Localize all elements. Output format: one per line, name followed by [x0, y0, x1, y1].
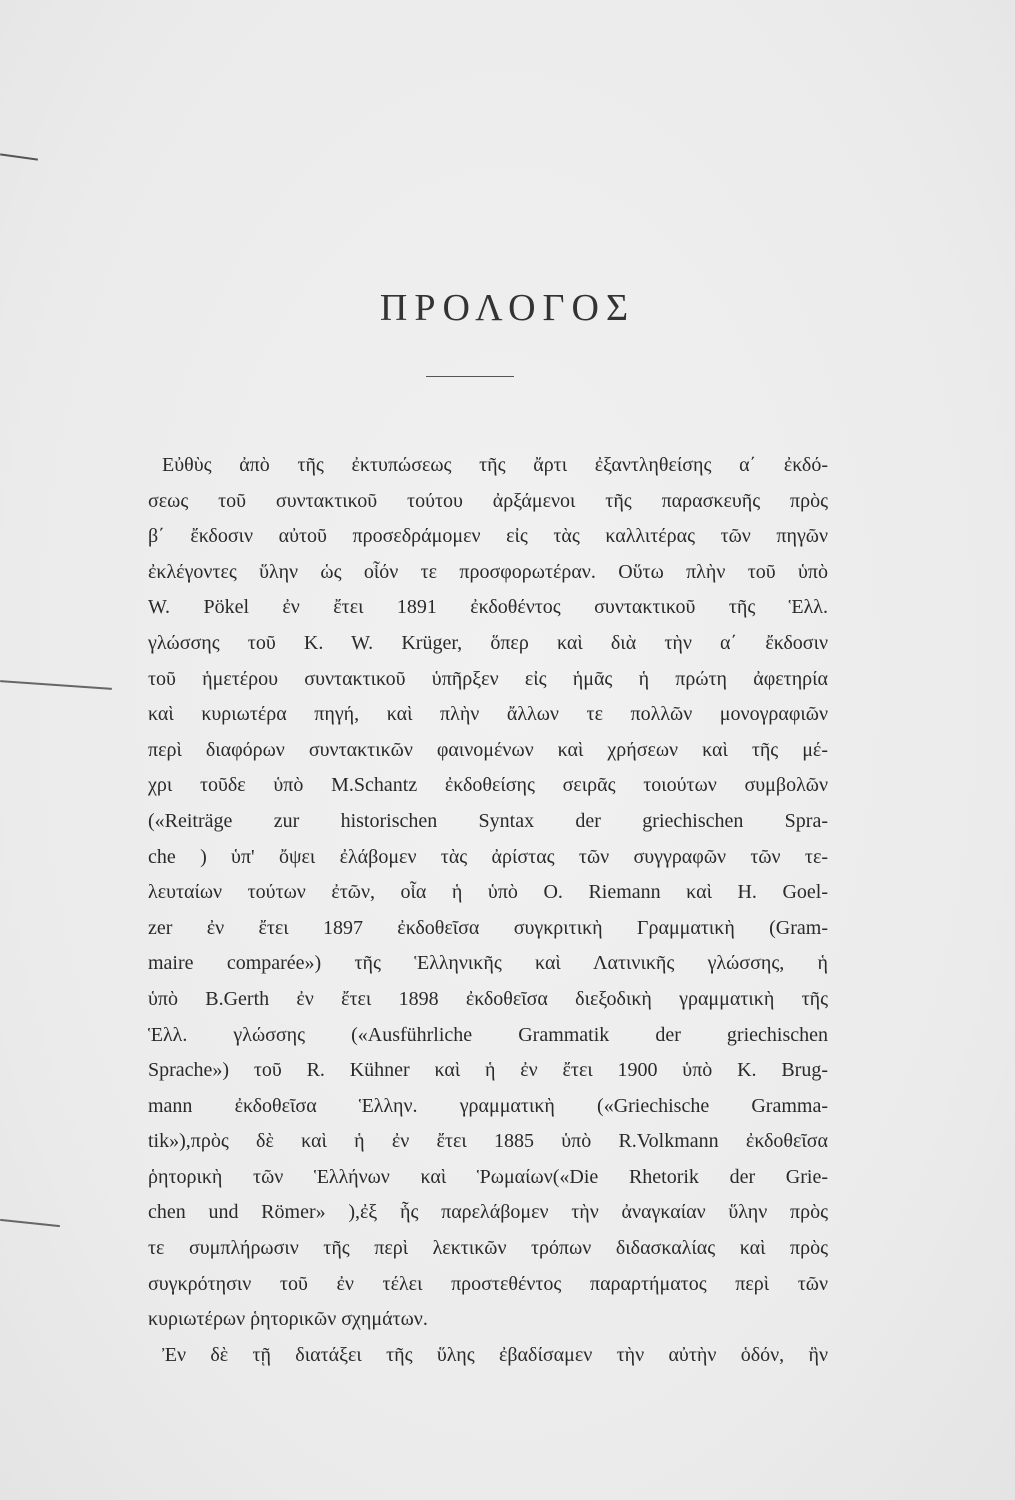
text-line: τε συμπλήρωσιν τῆς περὶ λεκτικῶν τρόπων διδασκαλίας καὶ πρὸς	[148, 1237, 828, 1260]
text-line: γλώσσης τοῦ K. W. Krüger, ὅπερ καὶ διὰ τὴν α΄ ἔκδοσιν	[148, 631, 828, 654]
text-line: ῥητορικὴ τῶν Ἑλλήνων καὶ Ῥωμαίων(«Die Rhetorik der Grie-	[148, 1165, 828, 1188]
text-line: tik»),πρὸς δὲ καὶ ἡ ἐν ἔτει 1885 ὑπὸ R.Volkmann ἐκδοθεῖσα	[148, 1130, 828, 1153]
text-line: Ἑλλ. γλώσσης («Ausführliche Grammatik der griechischen	[148, 1023, 828, 1046]
text-line: maire comparée») τῆς Ἑλληνικῆς καὶ Λατινικῆς γλώσσης, ἡ	[148, 952, 828, 975]
preface-text	[148, 448, 828, 1373]
text-line: («Reiträge zur historischen Syntax der griechischen Spra-	[148, 809, 828, 832]
text-line: Εὐθὺς ἀπὸ τῆς ἐκτυπώσεως τῆς ἄρτι ἐξαντληθείσης α΄ ἐκδό-	[162, 454, 828, 476]
text-line: περὶ διαφόρων συντακτικῶν φαινομένων καὶ χρήσεων καὶ τῆς μέ-	[148, 738, 828, 761]
title-rule	[426, 376, 514, 377]
text-line: συγκρότησιν τοῦ ἐν τέλει προστεθέντος παραρτήματος περὶ τῶν	[148, 1272, 828, 1295]
text-line: zer ἐν ἔτει 1897 ἐκδοθεῖσα συγκριτικὴ Γραμματικὴ (Gram-	[148, 916, 828, 939]
text-line: Ἐν δὲ τῇ διατάξει τῆς ὕλης ἐβαδίσαμεν τὴν αὐτὴν ὁδόν, ἣν	[162, 1343, 828, 1366]
page-title: ΠΡΟΛΟΓΟΣ	[379, 287, 636, 329]
text-line: ὑπὸ B.Gerth ἐν ἔτει 1898 ἐκδοθεῖσα διεξοδικὴ γραμματικὴ τῆς	[148, 987, 828, 1010]
margin-mark	[0, 680, 112, 690]
margin-mark	[0, 153, 38, 160]
text-line: κυριωτέρων ῥητορικῶν σχημάτων.	[148, 1308, 428, 1331]
text-line: τοῦ ἡμετέρου συντακτικοῦ ὑπῆρξεν εἰς ἡμᾶς ἡ πρώτη ἀφετηρία	[148, 667, 828, 690]
text-line: chen und Römer» ),ἐξ ἧς παρελάβομεν τὴν ἀναγκαίαν ὕλην πρὸς	[148, 1201, 828, 1224]
text-line: Sprache») τοῦ R. Kühner καὶ ἡ ἐν ἔτει 1900 ὑπὸ K. Brug-	[148, 1059, 828, 1082]
text-line: λευταίων τούτων ἐτῶν, οἷα ἡ ὑπὸ O. Riemann καὶ H. Goel-	[148, 881, 828, 904]
text-line: mann ἐκδοθεῖσα Ἑλλην. γραμματικὴ («Griechische Gramma-	[148, 1094, 828, 1117]
text-line: che ) ὑπ' ὄψει ἐλάβομεν τὰς ἀρίστας τῶν συγγραφῶν τῶν τε-	[148, 845, 828, 868]
margin-mark	[0, 1219, 60, 1227]
text-line: W. Pökel ἐν ἔτει 1891 ἐκδοθέντος συντακτικοῦ τῆς Ἑλλ.	[148, 596, 828, 619]
text-line: ἐκλέγοντες ὕλην ὡς οἷόν τε προσφορωτέραν. Οὕτω πλὴν τοῦ ὑπὸ	[148, 560, 828, 583]
text-line: β΄ ἔκδοσιν αὐτοῦ προσεδράμομεν εἰς τὰς καλλιτέρας τῶν πηγῶν	[148, 525, 828, 548]
text-line: καὶ κυριωτέρα πηγή, καὶ πλὴν ἄλλων τε πολλῶν μονογραφιῶν	[148, 703, 828, 726]
text-line: σεως τοῦ συντακτικοῦ τούτου ἀρξάμενοι τῆς παρασκευῆς πρὸς	[148, 489, 828, 512]
text-line: χρι τοῦδε ὑπὸ M.Schantz ἐκδοθείσης σειρᾶς τοιούτων συμβολῶν	[148, 774, 828, 797]
